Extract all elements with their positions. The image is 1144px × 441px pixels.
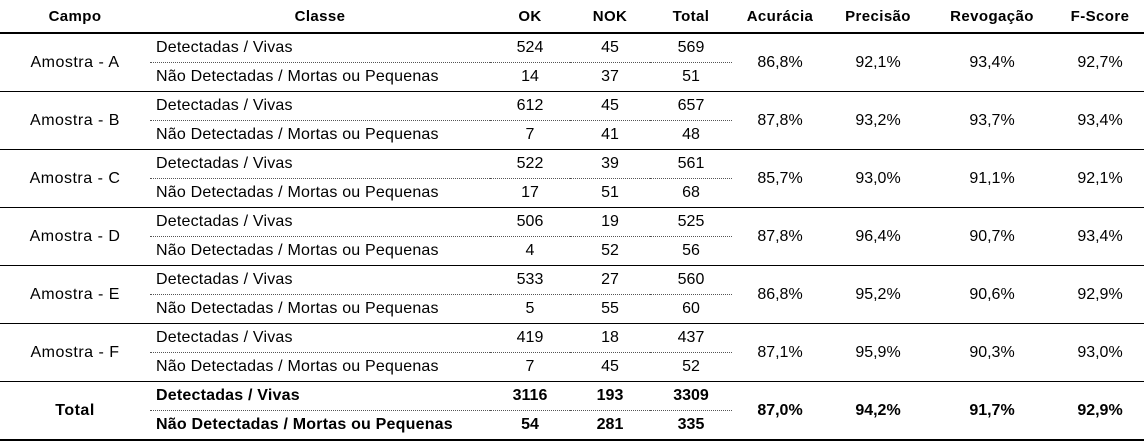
header-classe: Classe (150, 0, 490, 33)
total-cell: 335 (650, 411, 732, 441)
total-cell: 657 (650, 92, 732, 121)
nok-cell: 45 (570, 353, 650, 382)
sample-group-d (0, 208, 1144, 266)
ok-cell: 17 (490, 179, 570, 208)
acuracia-cell: 87,1% (732, 324, 828, 382)
campo-cell: Total (0, 382, 150, 441)
total-cell: 560 (650, 266, 732, 295)
ok-cell: 54 (490, 411, 570, 441)
campo-cell: Amostra - B (0, 92, 150, 150)
classe-cell: Detectadas / Vivas (150, 150, 490, 179)
classe-cell: Detectadas / Vivas (150, 33, 490, 63)
precisao-cell: 95,9% (828, 324, 928, 382)
nok-cell: 37 (570, 63, 650, 92)
ok-cell: 612 (490, 92, 570, 121)
total-cell: 51 (650, 63, 732, 92)
sample-group-e (0, 266, 1144, 324)
classe-cell: Não Detectadas / Mortas ou Pequenas (150, 295, 490, 324)
classe-cell: Não Detectadas / Mortas ou Pequenas (150, 179, 490, 208)
total-cell: 56 (650, 237, 732, 266)
ok-cell: 533 (490, 266, 570, 295)
table-row (0, 324, 1144, 353)
precisao-cell: 95,2% (828, 266, 928, 324)
acuracia-cell: 87,0% (732, 382, 828, 441)
revogacao-cell: 90,7% (928, 208, 1056, 266)
sample-group-f (0, 324, 1144, 382)
ok-cell: 3116 (490, 382, 570, 411)
nok-cell: 51 (570, 179, 650, 208)
classe-cell: Detectadas / Vivas (150, 382, 490, 411)
sample-group-b (0, 92, 1144, 150)
total-cell: 525 (650, 208, 732, 237)
nok-cell: 52 (570, 237, 650, 266)
total-cell: 48 (650, 121, 732, 150)
nok-cell: 19 (570, 208, 650, 237)
acuracia-cell: 87,8% (732, 92, 828, 150)
acuracia-cell: 86,8% (732, 266, 828, 324)
acuracia-cell: 86,8% (732, 33, 828, 92)
precisao-cell: 93,0% (828, 150, 928, 208)
nok-cell: 41 (570, 121, 650, 150)
ok-cell: 7 (490, 121, 570, 150)
campo-cell: Amostra - F (0, 324, 150, 382)
nok-cell: 39 (570, 150, 650, 179)
table-row (0, 92, 1144, 121)
revogacao-cell: 91,1% (928, 150, 1056, 208)
nok-cell: 27 (570, 266, 650, 295)
fscore-cell: 93,0% (1056, 324, 1144, 382)
ok-cell: 524 (490, 33, 570, 63)
fscore-cell: 92,9% (1056, 382, 1144, 441)
total-cell: 3309 (650, 382, 732, 411)
table-row (0, 382, 1144, 411)
nok-cell: 193 (570, 382, 650, 411)
classe-cell: Não Detectadas / Mortas ou Pequenas (150, 353, 490, 382)
nok-cell: 45 (570, 33, 650, 63)
sample-group-c (0, 150, 1144, 208)
nok-cell: 45 (570, 92, 650, 121)
table-row (0, 33, 1144, 63)
campo-cell: Amostra - D (0, 208, 150, 266)
total-cell: 561 (650, 150, 732, 179)
header-ok: OK (490, 0, 570, 33)
header-row (0, 0, 1144, 33)
campo-cell: Amostra - E (0, 266, 150, 324)
total-cell: 60 (650, 295, 732, 324)
classe-cell: Não Detectadas / Mortas ou Pequenas (150, 411, 490, 441)
fscore-cell: 93,4% (1056, 208, 1144, 266)
header-precisao: Precisão (828, 0, 928, 33)
table-row (0, 208, 1144, 237)
classe-cell: Não Detectadas / Mortas ou Pequenas (150, 237, 490, 266)
nok-cell: 281 (570, 411, 650, 441)
precisao-cell: 93,2% (828, 92, 928, 150)
header-revogacao: Revogação (928, 0, 1056, 33)
revogacao-cell: 90,3% (928, 324, 1056, 382)
header-campo: Campo (0, 0, 150, 33)
precisao-cell: 92,1% (828, 33, 928, 92)
acuracia-cell: 85,7% (732, 150, 828, 208)
header-acuracia: Acurácia (732, 0, 828, 33)
total-cell: 52 (650, 353, 732, 382)
ok-cell: 5 (490, 295, 570, 324)
classe-cell: Não Detectadas / Mortas ou Pequenas (150, 63, 490, 92)
classe-cell: Detectadas / Vivas (150, 324, 490, 353)
header-nok: NOK (570, 0, 650, 33)
total-cell: 68 (650, 179, 732, 208)
ok-cell: 14 (490, 63, 570, 92)
table-row (0, 150, 1144, 179)
sample-group-a (0, 33, 1144, 92)
campo-cell: Amostra - A (0, 33, 150, 92)
classe-cell: Detectadas / Vivas (150, 208, 490, 237)
precisao-cell: 94,2% (828, 382, 928, 441)
campo-cell: Amostra - C (0, 150, 150, 208)
nok-cell: 18 (570, 324, 650, 353)
ok-cell: 506 (490, 208, 570, 237)
header-total: Total (650, 0, 732, 33)
classe-cell: Detectadas / Vivas (150, 266, 490, 295)
ok-cell: 7 (490, 353, 570, 382)
fscore-cell: 92,7% (1056, 33, 1144, 92)
revogacao-cell: 90,6% (928, 266, 1056, 324)
classe-cell: Detectadas / Vivas (150, 92, 490, 121)
total-cell: 569 (650, 33, 732, 63)
fscore-cell: 92,9% (1056, 266, 1144, 324)
total-group (0, 382, 1144, 441)
precisao-cell: 96,4% (828, 208, 928, 266)
header-fscore: F-Score (1056, 0, 1144, 33)
fscore-cell: 92,1% (1056, 150, 1144, 208)
revogacao-cell: 91,7% (928, 382, 1056, 441)
ok-cell: 419 (490, 324, 570, 353)
acuracia-cell: 87,8% (732, 208, 828, 266)
revogacao-cell: 93,4% (928, 33, 1056, 92)
table-row (0, 266, 1144, 295)
fscore-cell: 93,4% (1056, 92, 1144, 150)
ok-cell: 4 (490, 237, 570, 266)
nok-cell: 55 (570, 295, 650, 324)
classe-cell: Não Detectadas / Mortas ou Pequenas (150, 121, 490, 150)
revogacao-cell: 93,7% (928, 92, 1056, 150)
ok-cell: 522 (490, 150, 570, 179)
total-cell: 437 (650, 324, 732, 353)
